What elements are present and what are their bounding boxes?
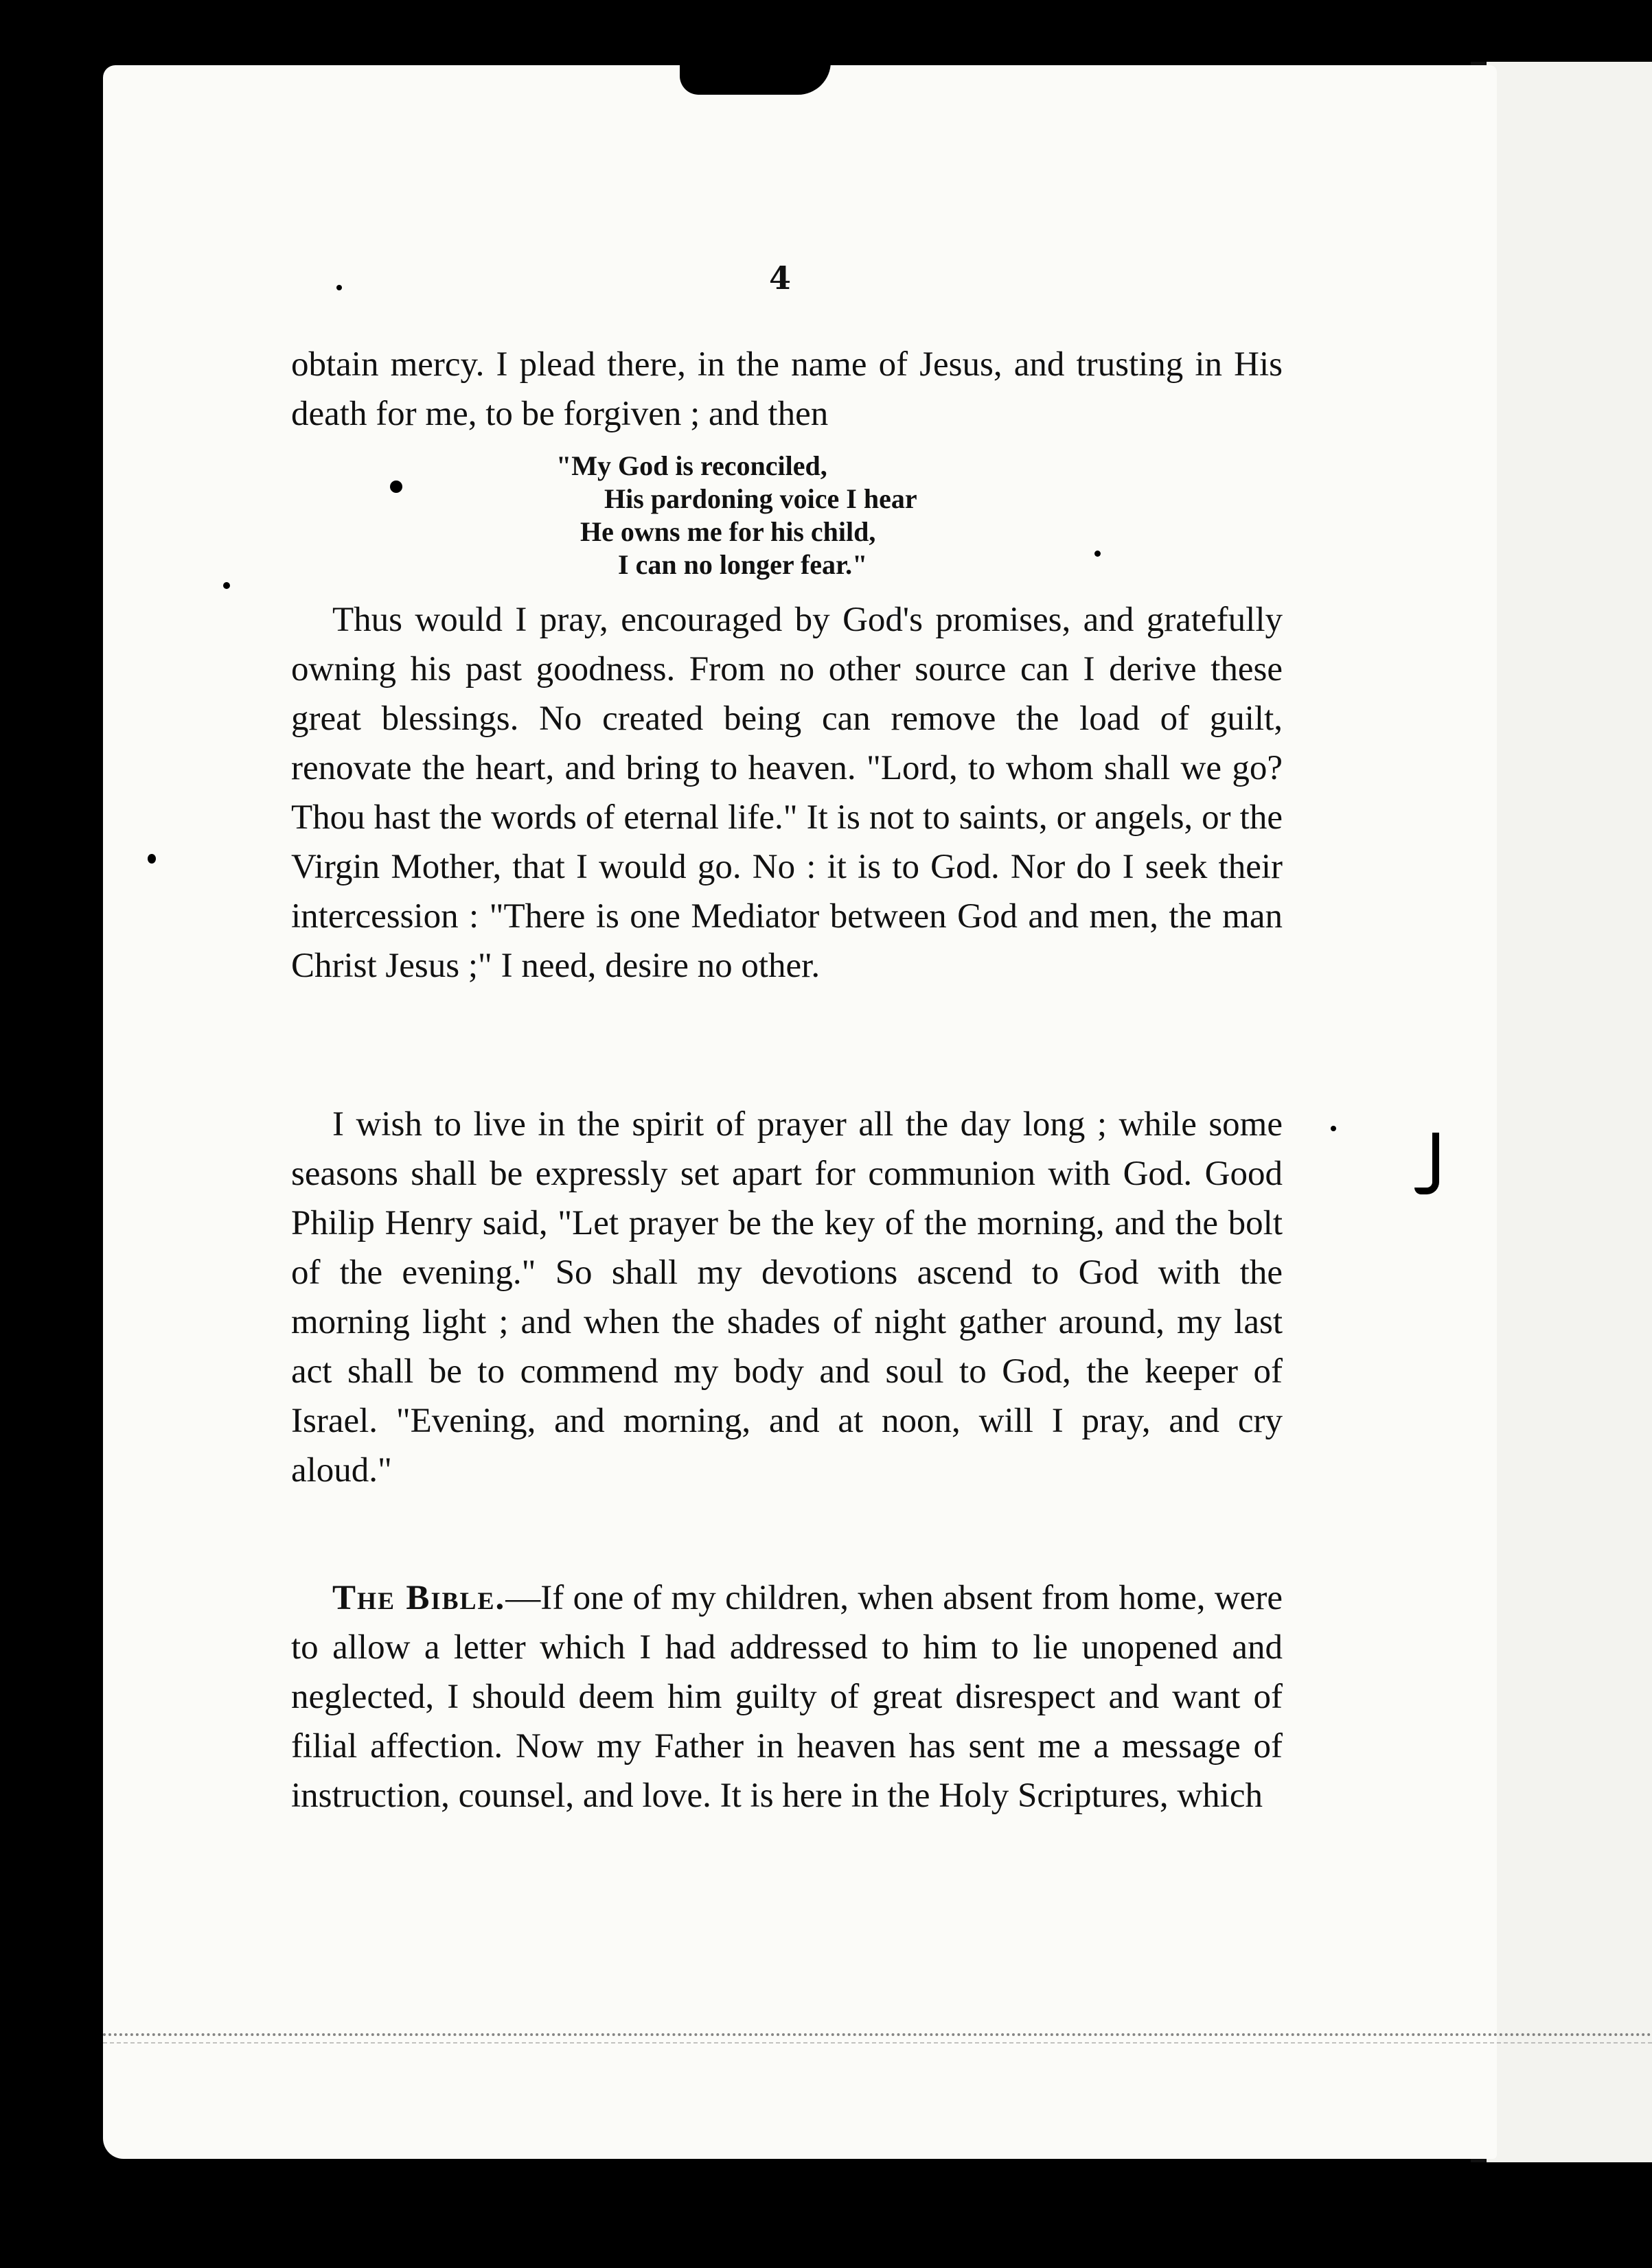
margin-ink-mark	[1414, 1133, 1439, 1194]
paragraph-spirit-of-prayer: I wish to live in the spirit of prayer all the day long ; while some seasons shall be expressly set apart for communion with God. Good Philip Henry said, "Let prayer be the key of the morning, and the bolt of the evening." So shall my devotions ascend to God with the morning light ; and when the shades of night gather around, my last act shall be to commend my body and soul to God, the keeper of Israel. "Evening, and morning, and at noon, will I pray, and cry aloud."	[291, 1105, 1283, 1490]
paragraph-the-bible	[291, 1573, 1283, 1820]
poem-line-2: His pardoning voice I hear	[604, 483, 917, 514]
ink-speck	[1094, 551, 1101, 557]
page-number: 4	[769, 259, 811, 297]
section-heading-the-bible: The Bible.	[332, 1579, 506, 1617]
ink-speck	[390, 481, 402, 493]
ink-speck	[223, 582, 230, 589]
torn-page-notch	[680, 62, 831, 95]
ink-speck	[148, 854, 156, 864]
fold-crease-line-secondary	[103, 2042, 1652, 2044]
paragraph-the-bible-body: —If one of my children, when absent from home, were to allow a letter which I had addressed to him to lie unopened and neglected, I should deem him guilty of great disrespect and want of filial affection. Now my Father in heaven has sent me a message of instruction, counsel, and love. It is here in the Holy Scriptures, which	[291, 1579, 1283, 1815]
fold-crease-line	[103, 2033, 1652, 2036]
poem-line-4: I can no longer fear."	[618, 549, 868, 580]
ink-speck	[336, 285, 342, 290]
ink-speck	[1331, 1126, 1336, 1131]
paragraph-thus-would-i-pray: Thus would I pray, encouraged by God's promises, and gratefully owning his past goodness. From no other source can I derive these great blessings. No created being can remove the load of guilt, renovate the heart, and bring to heaven. "Lord, to whom shall we go? Thou hast the words of eternal life." It is not to saints, or angels, or the Virgin Mother, that I would go. No : it is to God. Nor do I seek their intercession : "There is one Mediator between God and men, the man Christ Jesus ;" I need, desire no other.	[291, 601, 1283, 985]
paragraph-obtain-mercy: obtain mercy. I plead there, in the name of Jesus, and trusting in His death for me, to be forgiven ; and then	[291, 345, 1283, 433]
poem-line-3: He owns me for his child,	[580, 516, 876, 547]
facing-page-edge	[1487, 62, 1652, 2162]
poem-quotation	[542, 450, 1092, 581]
poem-line-1: "My God is reconciled,	[556, 450, 827, 481]
